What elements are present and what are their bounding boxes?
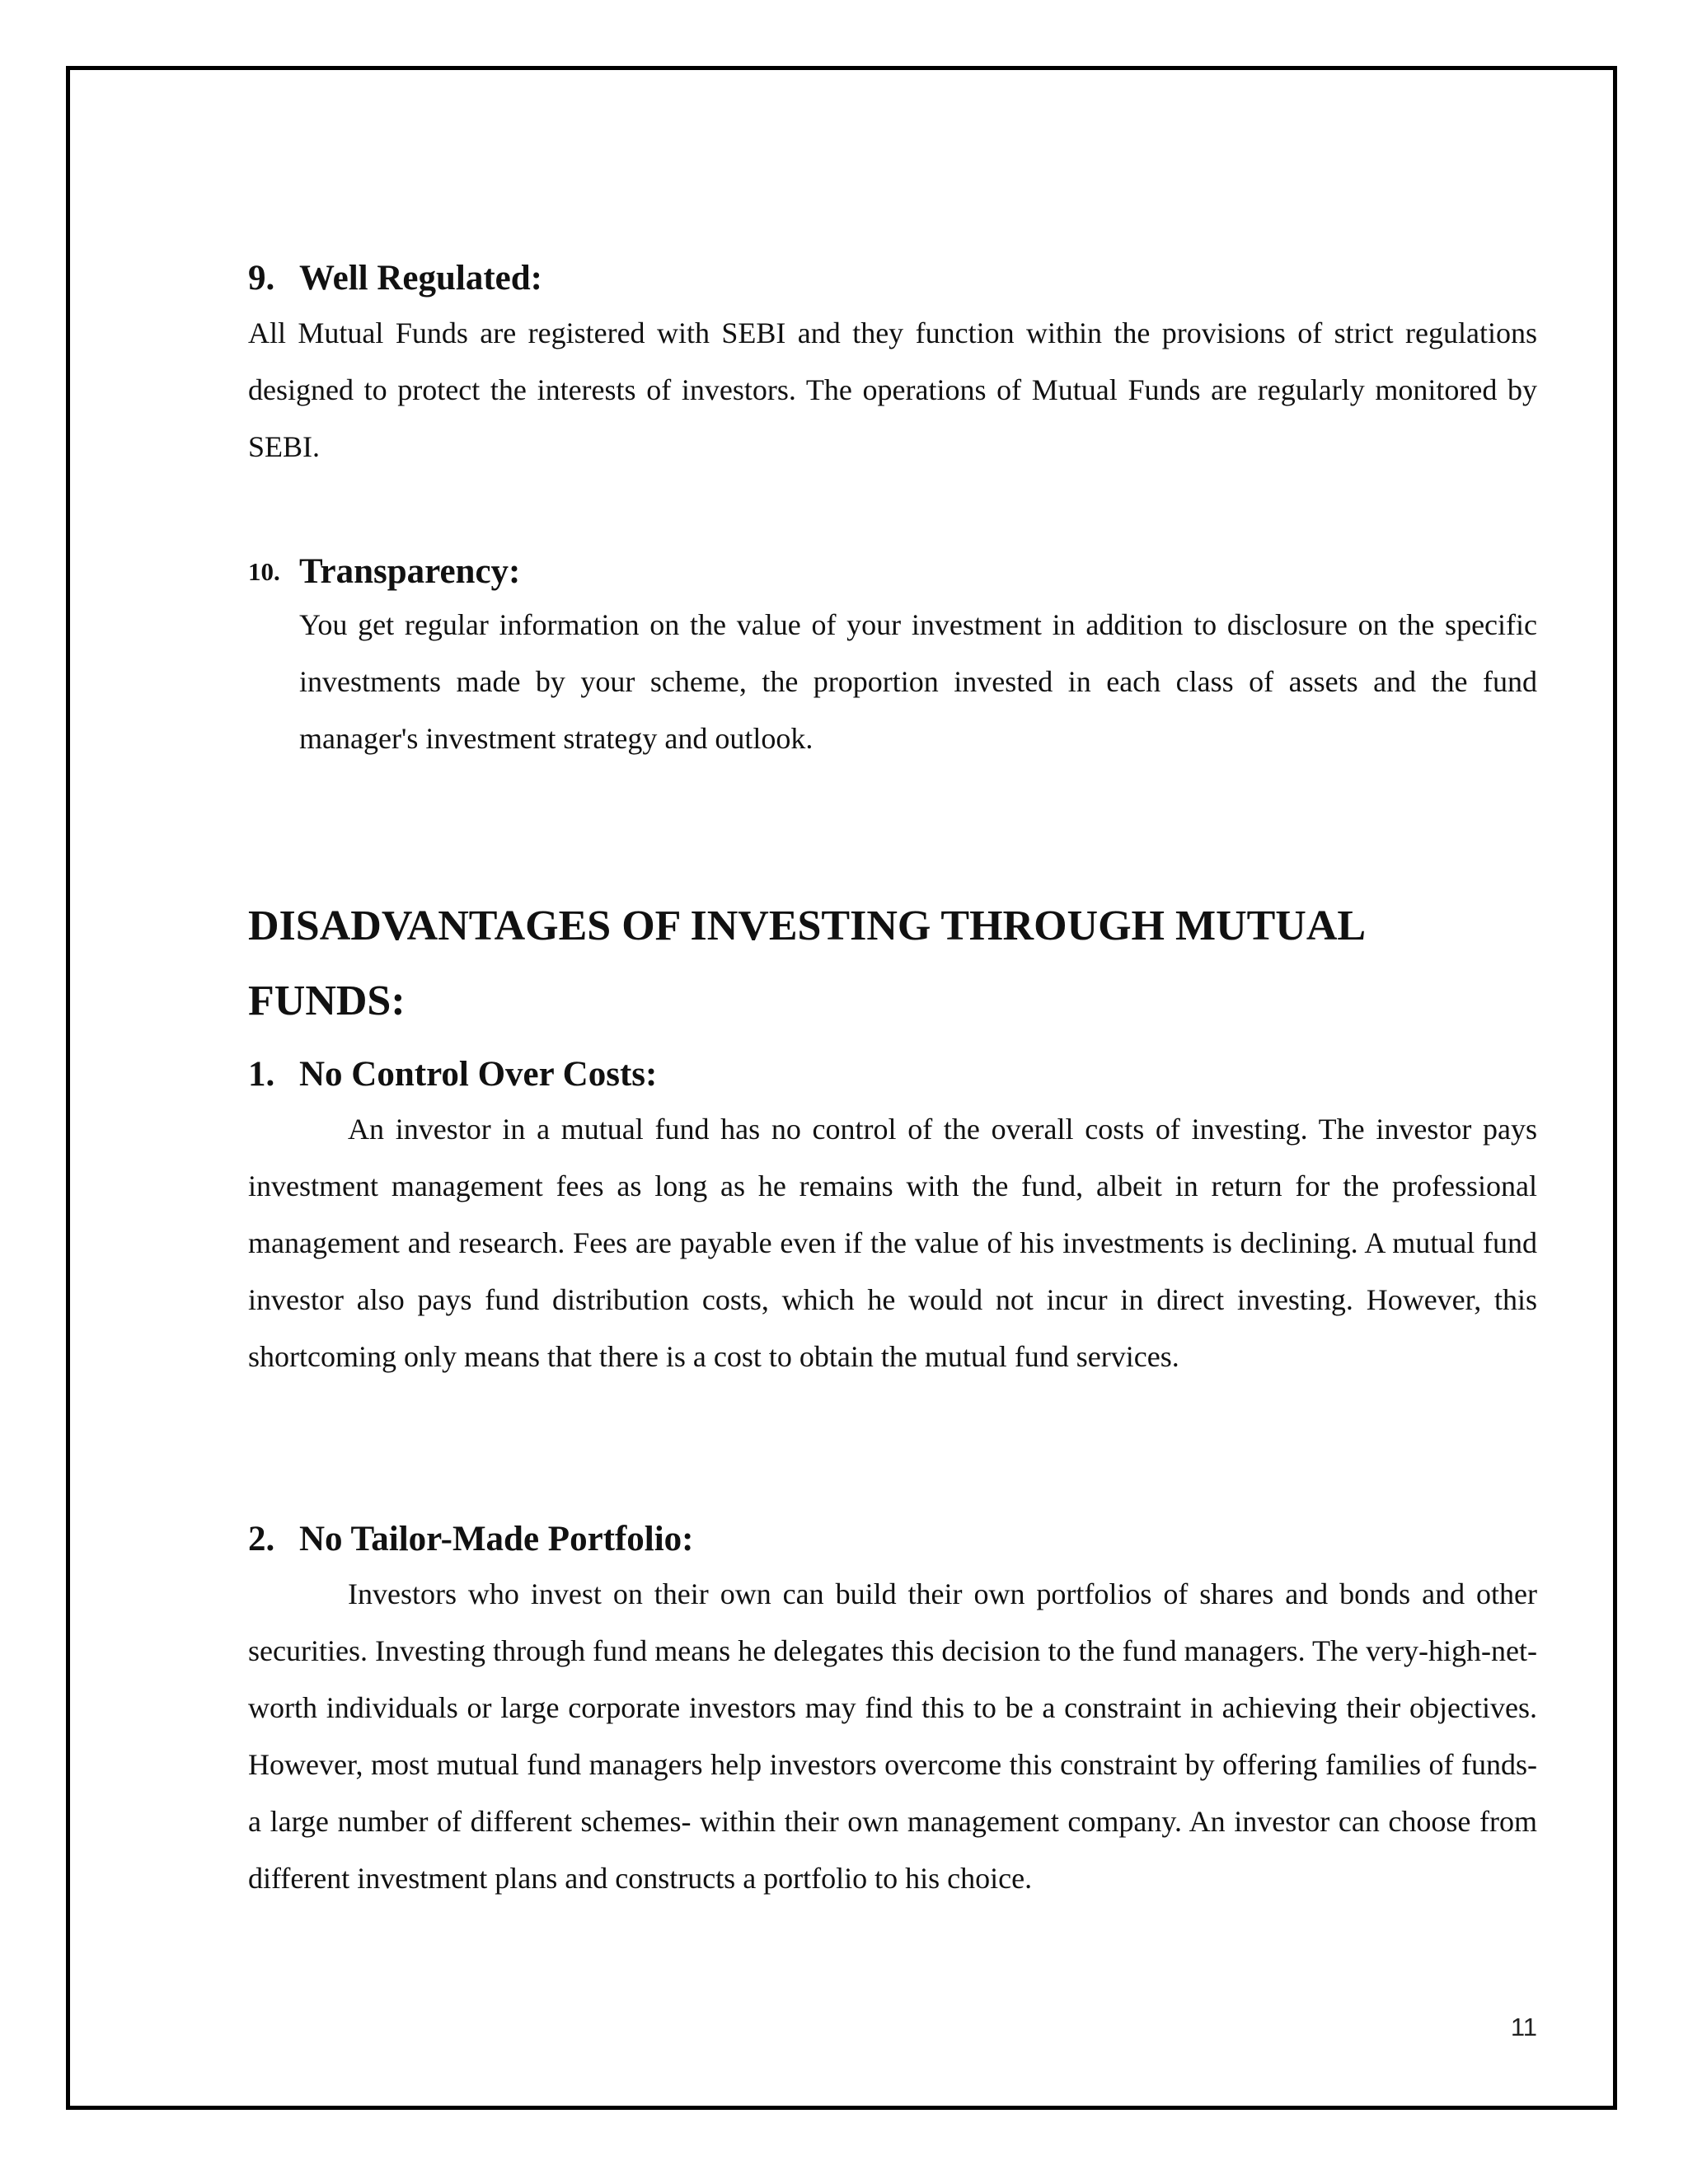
page-number: 11 — [1510, 2013, 1537, 2041]
section-well-regulated — [248, 257, 1537, 476]
section-title: No Control Over Costs: — [299, 1055, 658, 1094]
section-no-control-over-costs — [248, 1053, 1537, 1385]
section-heading — [248, 1053, 1537, 1096]
section-heading — [248, 257, 1537, 300]
section-title: No Tailor-Made Portfolio: — [299, 1520, 694, 1558]
section-transparency — [248, 551, 1537, 767]
section-number: 10. — [248, 557, 280, 586]
section-number: 1. — [248, 1055, 275, 1094]
section-heading — [248, 551, 1537, 593]
section-body: An investor in a mutual fund has no control of the overall costs of investing. The investor pays investment management fees as long as he remains with the fund, albeit in return for the professional management and research. Fees are payable even if the value of his investments is declining. A mutual fund investor also pays fund distribution costs, which he would not incur in direct investing. However, this shortcoming only means that there is a cost to obtain the mutual fund services. — [248, 1113, 1537, 1373]
section-heading — [248, 1518, 1537, 1561]
section-number: 9. — [248, 259, 275, 298]
section-title: Transparency: — [299, 552, 521, 591]
section-no-tailor-made-portfolio — [248, 1518, 1537, 1907]
section-body: Investors who invest on their own can build their own portfolios of shares and bonds and other securities. Investing through fund means he delegates this decision to the fund managers. The very-high-net-worth individuals or large corporate investors may find this to be a constraint in achieving their objectives. However, most mutual fund managers help investors overcome this constraint by offering families of funds- a large number of different schemes- within their own management company. An investor can choose from different investment plans and constructs a portfolio to his choice. — [248, 1577, 1537, 1895]
disadvantages-title: DISADVANTAGES OF INVESTING THROUGH MUTUAL FUNDS: — [248, 902, 1364, 1024]
disadvantages-block — [248, 888, 1402, 1038]
section-body: All Mutual Funds are registered with SEBI and they function within the provisions of strict regulations designed to protect the interests of investors. The operations of Mutual Funds are regularly monitored by SEBI. — [248, 316, 1537, 463]
section-title: Well Regulated: — [299, 259, 542, 298]
section-body: You get regular information on the value of your investment in addition to disclosure on the specific investments made by your scheme, the proportion invested in each class of assets and the fund manager's investment strategy and outlook. — [299, 608, 1537, 755]
section-number: 2. — [248, 1520, 275, 1558]
